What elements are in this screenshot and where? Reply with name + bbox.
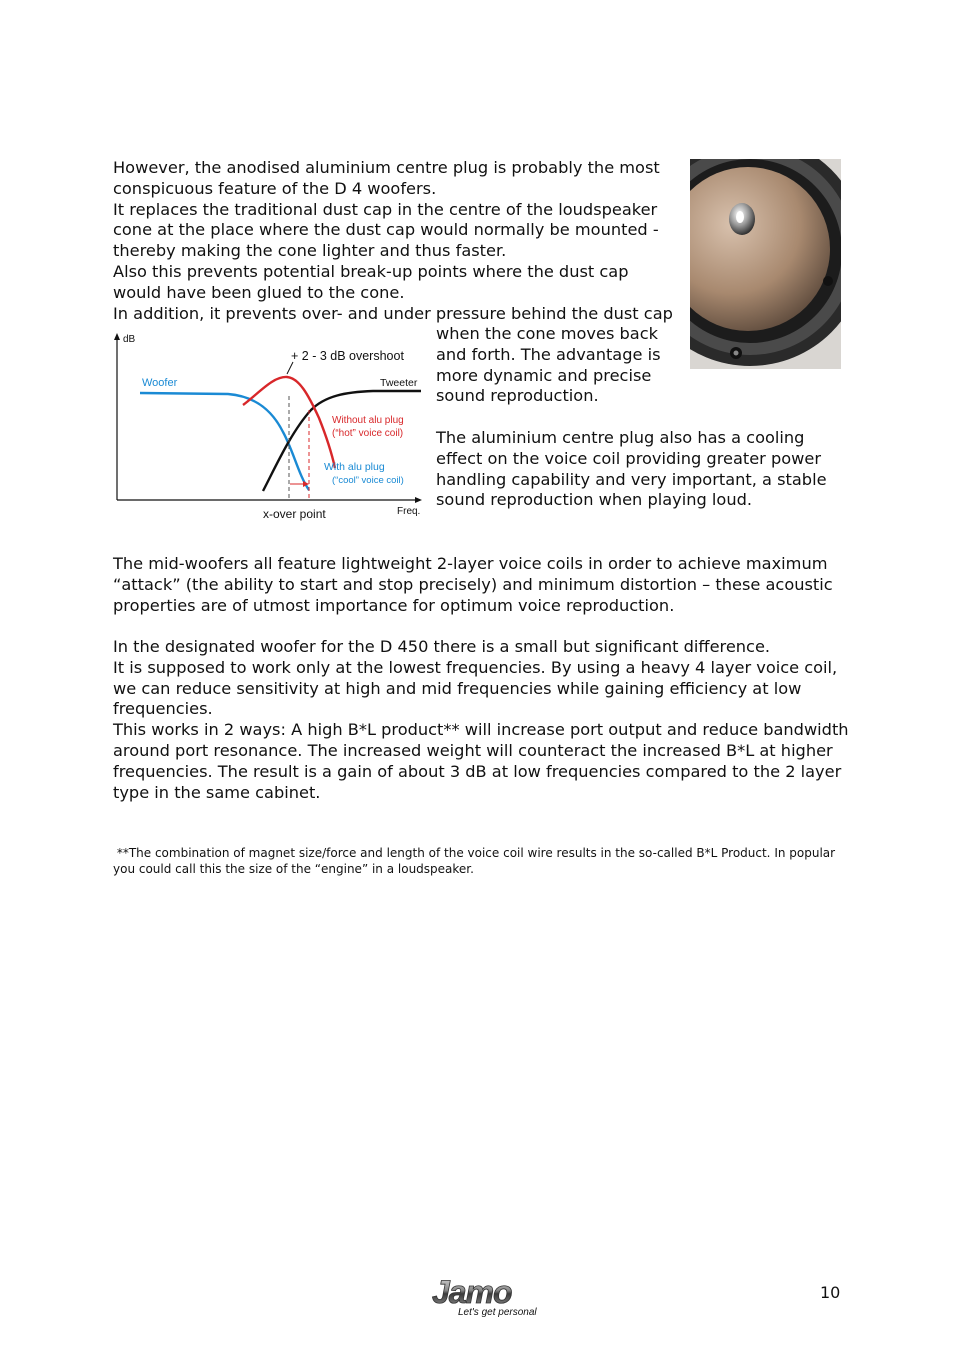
text-line: sound reproduction.	[436, 386, 599, 406]
text-line: would have been glued to the cone.	[113, 282, 405, 302]
woofer-label: Woofer	[142, 377, 178, 389]
logo-tagline: Let's get personal	[458, 1307, 537, 1318]
text-line: In the designated woofer for the D 450 there is a small but significant difference.	[113, 637, 771, 656]
woofer-curve	[140, 393, 309, 490]
woofer-paragraph	[113, 637, 849, 803]
text-line: frequencies. The result is a gain of about 3 dB at low frequencies compared to the 2 layer	[113, 761, 842, 781]
y-axis-label: dB	[123, 334, 136, 345]
page-number: 10	[820, 1283, 841, 1302]
text-line: However, the anodised aluminium centre plug is probably the most	[113, 158, 660, 177]
intro-paragraph	[113, 158, 673, 324]
text-line: “attack” (the ability to start and stop precisely) and minimum distortion – these acoustic	[113, 574, 833, 594]
footnote-line: **The combination of magnet size/force and length of the voice coil wire results in the so-called B*L Product. In popular	[113, 846, 836, 860]
text-line: It is supposed to work only at the lowest frequencies. By using a heavy 4 layer voice coil,	[113, 657, 838, 677]
x-axis-label: Freq.	[397, 506, 421, 517]
without-plug-label: Without alu plug	[332, 415, 404, 426]
text-line: Also this prevents potential break-up points where the dust cap	[113, 261, 629, 281]
text-line: conspicuous feature of the D 4 woofers.	[113, 178, 437, 198]
cool-coil-label: (“cool” voice coil)	[332, 475, 404, 486]
text-line: The aluminium centre plug also has a cooling	[436, 428, 805, 447]
text-line: properties are of utmost importance for optimum voice reproduction.	[113, 595, 675, 615]
xover-label: x-over point	[263, 507, 326, 521]
cooling-paragraph	[436, 428, 827, 511]
text-line: more dynamic and precise	[436, 365, 652, 385]
text-line: effect on the voice coil providing greater power	[436, 448, 822, 468]
text-line: The mid-woofers all feature lightweight 2-layer voice coils in order to achieve maximum	[113, 554, 828, 573]
text-line: In addition, it prevents over- and under pressure behind the dust cap	[113, 303, 673, 323]
text-line: It replaces the traditional dust cap in the centre of the loudspeaker	[113, 199, 658, 219]
text-line: type in the same cabinet.	[113, 782, 321, 802]
text-line: thereby making the cone lighter and thus faster.	[113, 241, 507, 261]
text-line: cone at the place where the dust cap would normally be mounted -	[113, 220, 659, 240]
text-line: frequencies.	[113, 699, 213, 719]
text-line: This works in 2 ways: A high B*L product** will increase port output and reduce bandwidth	[113, 720, 849, 740]
footnote-line: you could call this the size of the “engine” in a loudspeaker.	[113, 862, 474, 876]
crossover-graph	[113, 328, 425, 524]
speaker-photo	[690, 159, 841, 369]
hot-coil-label: (“hot” voice coil)	[332, 428, 404, 439]
text-line: handling capability and very important, a stable	[436, 469, 827, 489]
y-axis-arrow	[114, 333, 120, 340]
text-line: around port resonance. The increased weight will counteract the increased B*L at higher	[113, 740, 833, 760]
side-paragraph	[436, 324, 661, 407]
logo-wordmark: Jamo	[432, 1275, 512, 1310]
overshoot-label: + 2 - 3 dB overshoot	[291, 349, 404, 363]
voice-coil-paragraph	[113, 554, 833, 616]
text-line: we can reduce sensitivity at high and mid frequencies while gaining efficiency at low	[113, 678, 802, 698]
text-line: and forth. The advantage is	[436, 344, 661, 364]
text-line: when the cone moves back	[436, 324, 659, 343]
text-line: sound reproduction when playing loud.	[436, 490, 752, 510]
jamo-logo	[430, 1275, 570, 1319]
tweeter-label: Tweeter	[380, 377, 418, 389]
footnote	[113, 845, 835, 877]
with-plug-label: With alu plug	[324, 461, 385, 473]
overshoot-pointer	[287, 362, 293, 374]
x-axis-arrow	[415, 497, 422, 503]
